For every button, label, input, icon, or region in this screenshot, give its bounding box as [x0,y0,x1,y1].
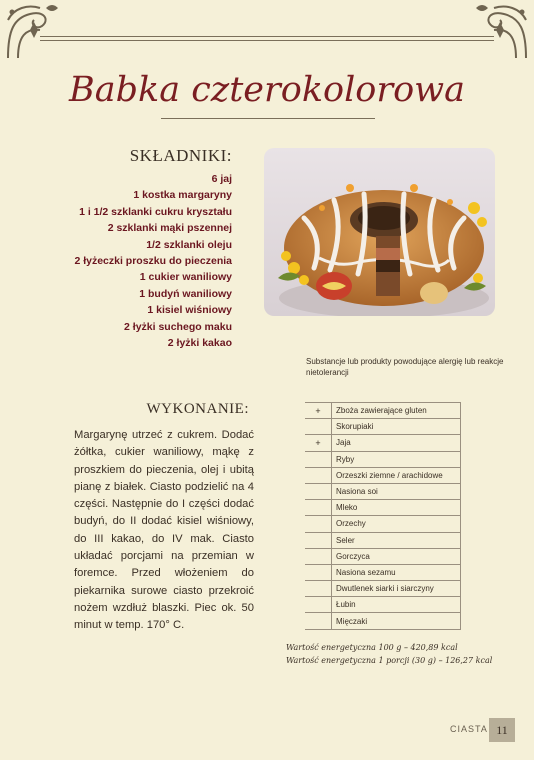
energy-per-portion: Wartość energetyczna 1 porcji (30 g) – 126,27 kcal [286,656,493,665]
table-row [305,500,461,516]
ingredient-item: 1 budyń waniliowy [139,287,232,300]
table-row [305,581,461,597]
allergen-name: Zboża zawierające gluten [332,403,461,419]
allergen-table [305,402,461,630]
allergen-mark [305,451,332,467]
cake-photo [264,148,495,316]
energy-per-100g: Wartość energetyczna 100 g – 420,89 kcal [286,643,458,652]
allergen-mark [305,419,332,435]
ingredients-heading: SKŁADNIKI: [129,146,232,165]
allergen-mark: + [305,435,332,451]
table-row [305,613,461,629]
page-number: 11 [489,718,515,742]
table-row [305,548,461,564]
allergen-mark [305,613,332,629]
allergen-name: Łubin [332,597,461,613]
allergen-name: Nasiona soi [332,483,461,499]
table-row [305,403,461,419]
ingredients-list [74,171,232,351]
allergen-name: Skorupiaki [332,419,461,435]
ingredient-item: 2 szklanki mąki pszennej [107,222,232,235]
ingredient-item: 2 łyżeczki proszku do pieczenia [74,255,232,268]
allergen-name: Orzechy [332,516,461,532]
section-label: CIASTA [450,724,488,734]
allergen-name: Ryby [332,451,461,467]
table-row [305,451,461,467]
corner-ornament-left [0,0,90,62]
allergen-caption: Substancje lub produkty powodujące alergię lub reakcje nietolerancji [306,357,504,377]
allergen-mark [305,500,332,516]
ingredient-item: 6 jaj [211,173,232,185]
ingredient-item: 1 cukier waniliowy [139,271,232,284]
allergen-mark [305,564,332,580]
table-row [305,516,461,532]
title-underline [161,118,375,119]
table-row [305,597,461,613]
table-row [305,532,461,548]
ingredient-item: 1 kostka margaryny [133,189,232,202]
allergen-mark [305,597,332,613]
allergen-name: Gorczyca [332,548,461,564]
ingredient-item: 1/2 szklanki oleju [146,238,232,251]
allergen-name: Nasiona sezamu [332,564,461,580]
ingredient-item: 2 łyżki kakao [167,337,232,350]
allergen-mark [305,581,332,597]
allergen-mark [305,467,332,483]
allergen-mark [305,516,332,532]
table-row [305,483,461,499]
ingredient-item: 1 kisiel wiśniowy [147,304,232,317]
table-row [305,419,461,435]
allergen-mark [305,483,332,499]
top-border-rule [40,36,494,41]
allergen-name: Mleko [332,500,461,516]
allergen-name: Jaja [332,435,461,451]
table-row [305,435,461,451]
allergen-mark [305,532,332,548]
method-heading: WYKONANIE: [146,401,249,417]
energy-info [286,641,492,667]
ingredient-item: 1 i 1/2 szklanki cukru kryształu [79,205,232,218]
corner-ornament-right [444,0,534,62]
allergen-name: Mięczaki [332,613,461,629]
table-row [305,467,461,483]
allergen-name: Seler [332,532,461,548]
allergen-mark [305,548,332,564]
method-text: Margarynę utrzeć z cukrem. Dodać żółtka, cukier waniliowy, mąkę z proszkiem do pieczenia, olej i ubitą pianę z białek. Ciasto podzielić na 4 części. Następnie do I części dodać budyń, do II dodać kisiel wiśniowy, do III kakao, do IV mak. Ciasto układać porcjami na przemian w foremce. Przed włożeniem do piekarnika surowe ciasto przekroić nożem wzdłuż blaszki. Piec ok. 50 minut w temp. 170° C. [74,429,254,632]
table-row [305,564,461,580]
allergen-name: Orzeszki ziemne / arachidowe [332,467,461,483]
ingredient-item: 2 łyżki suchego maku [124,320,232,333]
allergen-name: Dwutlenek siarki i siarczyny [332,581,461,597]
recipe-title: Babka czterokolorowa [69,70,465,110]
allergen-mark: + [305,403,332,419]
